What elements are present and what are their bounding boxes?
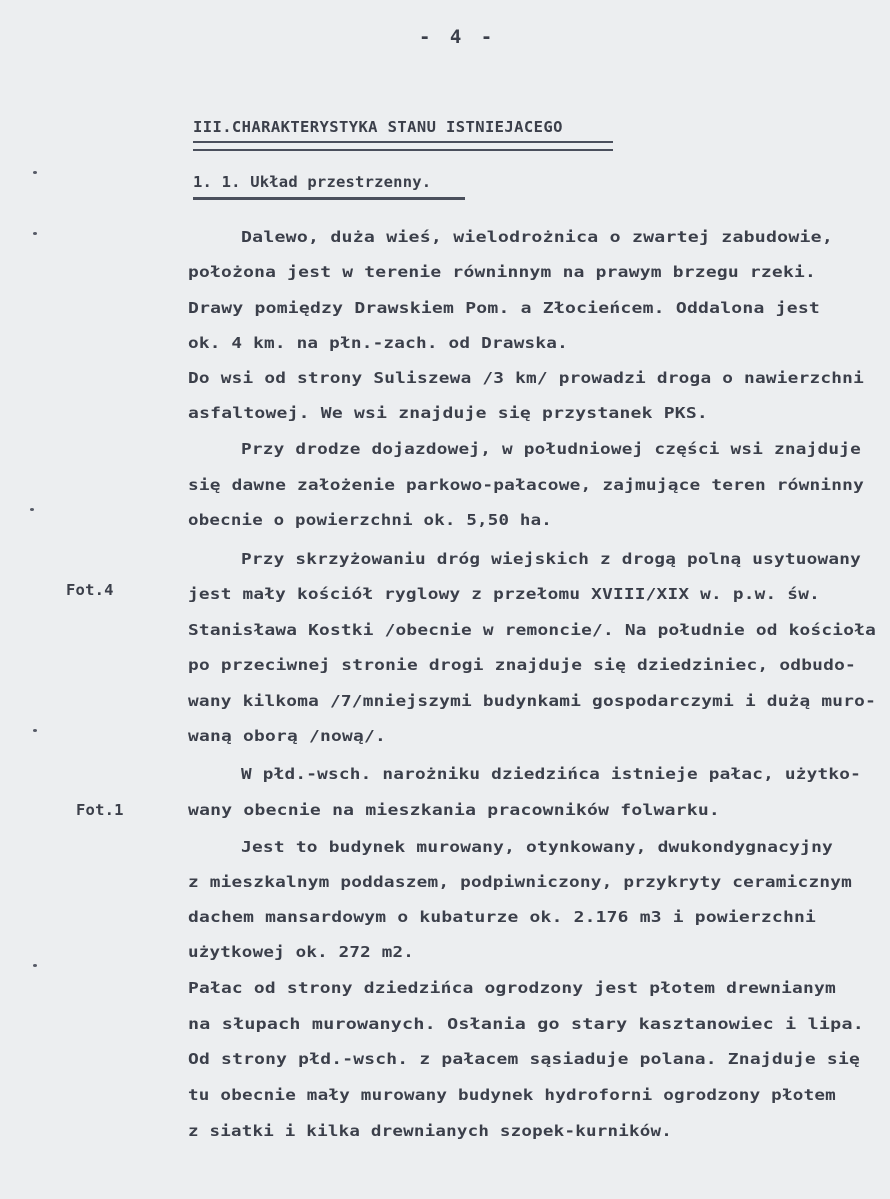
subheading-underline: [193, 197, 465, 200]
text-line: tu obecnie mały murowany budynek hydroforni ogrodzony płotem: [188, 1086, 836, 1104]
text-line: Przy skrzyżowaniu dróg wiejskich z drogą polną usytuowany: [241, 550, 861, 568]
punch-mark: [30, 508, 34, 511]
text-line: W płd.-wsch. narożniku dziedzińca istnieje pałac, użytko-: [241, 765, 861, 783]
subsection-heading: 1. 1. Układ przestrzenny.: [193, 173, 432, 191]
text-line: Przy drodze dojazdowej, w południowej części wsi znajduje: [241, 440, 861, 458]
text-line: z siatki i kilka drewnianych szopek-kurników.: [188, 1122, 672, 1140]
text-line: asfaltowej. We wsi znajduje się przystanek PKS.: [188, 404, 708, 422]
text-line: z mieszkalnym poddaszem, podpiwniczony, przykryty ceramicznym: [188, 873, 852, 891]
heading-double-underline: [193, 141, 613, 151]
page-number: - 4 -: [419, 26, 497, 48]
text-line: Od strony płd.-wsch. z pałacem sąsiaduje polana. Znajduje się: [188, 1050, 860, 1068]
text-line: Stanisława Kostki /obecnie w remoncie/. Na południe od kościoła: [188, 621, 876, 639]
punch-mark: [33, 232, 37, 235]
text-line: na słupach murowanych. Osłania go stary kasztanowiec i lipa.: [188, 1015, 864, 1033]
text-line: Do wsi od strony Suliszewa /3 km/ prowadzi droga o nawierzchni: [188, 369, 864, 387]
text-line: Pałac od strony dziedzińca ogrodzony jest płotem drewnianym: [188, 979, 836, 997]
text-line: wany obecnie na mieszkania pracowników folwarku.: [188, 801, 720, 819]
text-line: jest mały kościół ryglowy z przełomu XVIII/XIX w. p.w. św.: [188, 585, 820, 603]
text-line: się dawne założenie parkowo-pałacowe, zajmujące teren równinny: [188, 476, 864, 494]
text-line: wany kilkoma /7/mniejszymi budynkami gospodarczymi i dużą muro-: [188, 692, 876, 710]
text-line: Dalewo, duża wieś, wielodrożnica o zwartej zabudowie,: [241, 228, 833, 246]
margin-note-photo-1: Fot.1: [76, 801, 124, 819]
punch-mark: [33, 964, 37, 967]
text-line: obecnie o powierzchni ok. 5,50 ha.: [188, 511, 552, 529]
text-line: waną oborą /nową/.: [188, 727, 386, 745]
text-line: Drawy pomiędzy Drawskiem Pom. a Złocieńcem. Oddalona jest: [188, 299, 820, 317]
punch-mark: [33, 171, 37, 174]
margin-note-photo-4: Fot.4: [66, 581, 114, 599]
section-heading: III.CHARAKTERYSTYKA STANU ISTNIEJACEGO: [193, 118, 563, 136]
text-line: użytkowej ok. 272 m2.: [188, 943, 414, 961]
text-line: po przeciwnej stronie drogi znajduje się dziedziniec, odbudo-: [188, 656, 856, 674]
text-line: dachem mansardowym o kubaturze ok. 2.176 m3 i powierzchni: [188, 908, 816, 926]
text-line: położona jest w terenie równinnym na prawym brzegu rzeki.: [188, 263, 816, 281]
text-line: Jest to budynek murowany, otynkowany, dwukondygnacyjny: [241, 838, 833, 856]
text-line: ok. 4 km. na płn.-zach. od Drawska.: [188, 334, 568, 352]
punch-mark: [33, 729, 37, 732]
